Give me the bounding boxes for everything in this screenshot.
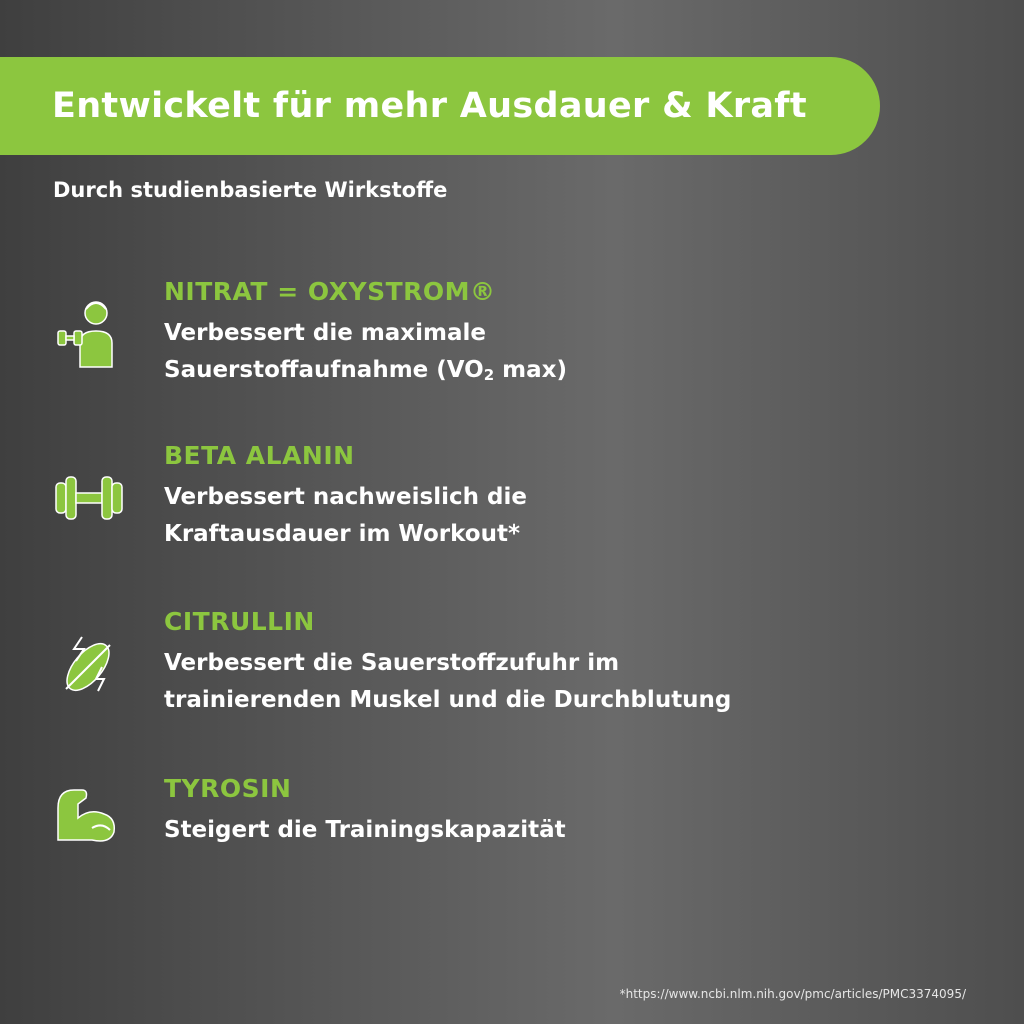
feature-description — [164, 645, 731, 719]
feature-description — [164, 479, 527, 553]
feature-description — [164, 315, 567, 394]
dumbbell-icon — [52, 461, 126, 535]
feature-line: Steigert die Trainingskapazität — [164, 817, 566, 843]
feature-line: trainierenden Muskel und die Durchblutung — [164, 687, 732, 713]
feature-line-text: max) — [494, 357, 568, 383]
feature-line: Kraftausdauer im Workout* — [164, 521, 521, 547]
subtitle: Durch studienbasierte Wirkstoffe — [53, 178, 448, 202]
subscript: 2 — [483, 366, 495, 384]
banner-title: Entwickelt für mehr Ausdauer & Kraft — [52, 86, 807, 126]
feature-heading: NITRAT = OXYSTROM® — [164, 277, 496, 306]
feature-description — [164, 812, 566, 849]
source-footnote: *https://www.ncbi.nlm.nih.gov/pmc/articles/PMC3374095/ — [619, 987, 966, 1001]
muscle-lightning-icon — [52, 627, 126, 701]
feature-line-text: Sauerstoffaufnahme (VO — [164, 357, 484, 383]
feature-line: Verbessert nachweislich die — [164, 484, 527, 510]
woman-lifting-dumbbell-icon — [52, 295, 126, 369]
flexed-biceps-icon — [52, 778, 126, 852]
feature-line — [164, 352, 567, 394]
feature-line: Verbessert die maximale — [164, 320, 486, 346]
feature-heading: BETA ALANIN — [164, 441, 355, 470]
feature-heading: TYROSIN — [164, 774, 292, 803]
feature-line: Verbessert die Sauerstoffzufuhr im — [164, 650, 620, 676]
title-banner — [0, 57, 880, 155]
feature-heading: CITRULLIN — [164, 607, 315, 636]
